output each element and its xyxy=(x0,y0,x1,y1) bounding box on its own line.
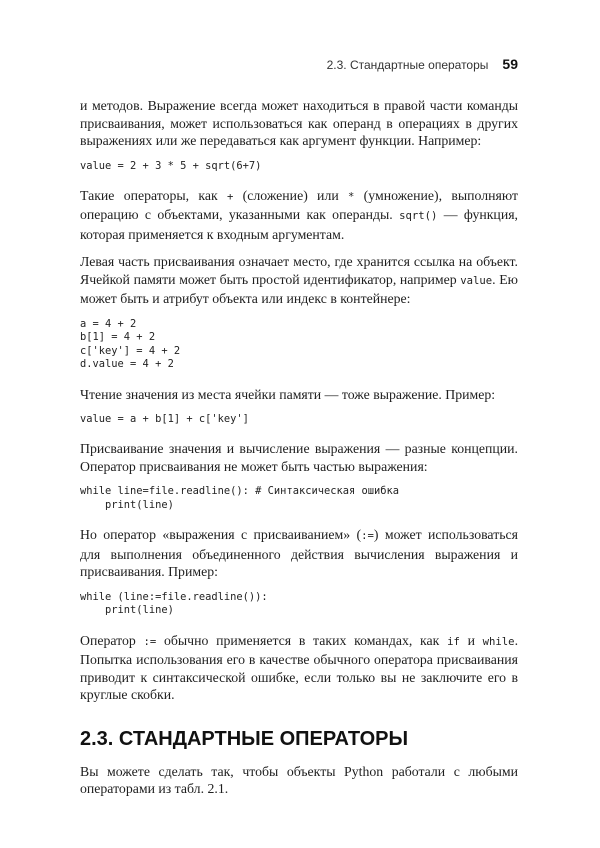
text-span: . Ею может быть и атрибут объекта или индекс в контейнере: xyxy=(80,271,518,307)
text-span: Такие операторы, как xyxy=(80,187,227,203)
paragraph-1: и методов. Выражение всегда может находиться в правой части команды присваивания, может использоваться как операнд в операциях в других выражениях или же передаваться как аргумент функции. Например: xyxy=(80,98,518,148)
paragraph-6 xyxy=(80,526,518,581)
running-title: 2.3. Стандартные операторы xyxy=(326,58,489,72)
inline-code: while xyxy=(482,635,515,648)
page-header xyxy=(80,56,518,72)
text-span: и xyxy=(459,632,483,648)
paragraph-7 xyxy=(80,632,518,704)
code-block-3: value = a + b[1] + c['key'] xyxy=(80,413,249,426)
text-span: Левая часть присваивания означает место, где хранится ссылка на объект. Ячейкой памяти может быть простой идентификатор, например xyxy=(80,254,518,287)
inline-code: value xyxy=(460,274,493,287)
page-number: 59 xyxy=(502,56,518,72)
code-block-4: while line=file.readline(): # Синтаксическая ошибка print(line) xyxy=(80,485,400,511)
inline-code: * xyxy=(348,190,355,203)
inline-code: := xyxy=(361,530,374,543)
text-span: Но оператор «выражения с присваиванием» ( xyxy=(80,527,362,543)
text-span: — функция, которая применяется к входным аргументам. xyxy=(80,207,518,242)
paragraph-8: Вы можете сделать так, чтобы объекты Python работали с любыми операторами из табл. 2.1. xyxy=(80,763,518,797)
paragraph-2 xyxy=(80,187,518,244)
section-heading: 2.3. СТАНДАРТНЫЕ ОПЕРАТОРЫ xyxy=(80,727,409,750)
code-block-1: value = 2 + 3 * 5 + sqrt(6+7) xyxy=(80,159,262,172)
text-span: (сложение) или xyxy=(233,187,348,203)
inline-code: := xyxy=(143,635,157,648)
text-span: Оператор xyxy=(80,632,144,648)
paragraph-3 xyxy=(80,253,518,308)
paragraph-5: Присваивание значения и вычисление выражения — разные концепции. Оператор присваивания не может быть частью выражения: xyxy=(80,441,518,474)
text-span: . Попытка использования его в качестве обычного оператора присваивания приводит к синтаксической ошибке, если только вы не заключите его в круглые скобки. xyxy=(80,632,519,703)
page-body xyxy=(80,97,518,808)
inline-code: sqrt() xyxy=(399,210,438,223)
code-block-5: while (line:=file.readline()): print(line) xyxy=(80,590,268,617)
inline-code: + xyxy=(227,190,234,203)
code-block-2: a = 4 + 2 b[1] = 4 + 2 c['key'] = 4 + 2 d.value = 4 + 2 xyxy=(80,317,181,371)
paragraph-4: Чтение значения из места ячейки памяти — тоже выражение. Пример: xyxy=(80,386,496,402)
text-span: ) может использоваться для выполнения объединенного действия вычисления выражения и присваивания. Пример: xyxy=(80,527,518,580)
text-span: (умножение), выполняют операцию с объектами, указанными как операнды. xyxy=(80,187,518,223)
inline-code: if xyxy=(447,635,460,648)
text-span: обычно применяется в таких командах, как xyxy=(156,632,448,648)
